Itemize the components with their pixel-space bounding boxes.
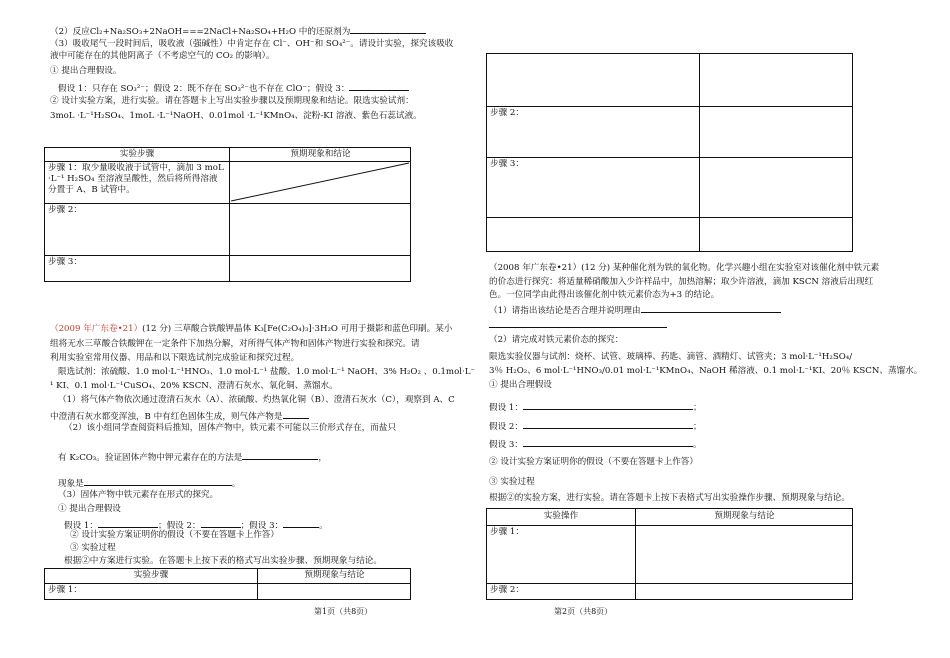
experiment-table-4 bbox=[486, 508, 853, 600]
diagonal-slash bbox=[229, 161, 410, 203]
q1-2008-line: （1）请指出该结论是否合理并说明理由 bbox=[489, 303, 781, 317]
problem-2008-line-1: （2008 年广东卷•21）(12 分) 某种催化剂为铁的氧化物。化学兴趣小组在实验室对该催化剂中铁元素 bbox=[489, 263, 880, 273]
table-cell-step1[interactable]: 步骤 1： bbox=[490, 527, 524, 537]
reagents-2009-line-1: 限选试剂：浓硫酸、1.0 mol·L⁻¹HNO₃、1.0 mol·L⁻¹ 盐酸、1.0 mol·L⁻¹ NaOH、3% H₂O₂ 、0.1mol·L⁻ bbox=[58, 367, 475, 377]
step-propose-hypothesis: ① 提出合理假设。 bbox=[50, 66, 122, 76]
page-footer: 第1页（共8页） bbox=[314, 607, 373, 616]
reagents-2008-line-1: 限选实验仪器与试剂：烧杯、试管、玻璃棒、药匙、滴管、酒精灯、试管夹；3 mol·L⁻¹H₂SO₄/ bbox=[489, 352, 853, 362]
problem-2008-line-3: 色。一位同学由此得出该催化剂中铁元素价态为+3 的结论。 bbox=[489, 290, 720, 300]
hypothesis-2-line: 假设 2： ； bbox=[489, 419, 702, 433]
answer-blank bbox=[350, 24, 426, 34]
table-cell-step1: 步骤 1：取少量吸收液于试管中，滴加 3 moL ·L⁻¹ H₂SO₄ 至溶液呈酸性，然后将所得溶液分置于 A、B 试管中。 bbox=[48, 163, 224, 195]
table-cell-step2[interactable]: 步骤 2： bbox=[490, 108, 524, 118]
q1-2009-line-1: （1）将气体产物依次通过澄清石灰水（A）、浓硫酸、灼热氧化铜（B）、澄清石灰水（C），观察到 A、C bbox=[58, 395, 455, 405]
q3-2009-hypotheses: 假设 1： ；假设 2： ；假设 3： 。 bbox=[64, 518, 328, 532]
answer-blank bbox=[283, 409, 309, 419]
answer-blank bbox=[242, 450, 318, 460]
table-cell-step2[interactable]: 步骤 2： bbox=[48, 205, 82, 215]
step-propose-hypothesis: ① 提出合理假设 bbox=[489, 380, 552, 390]
q3-line-1: （3）吸收尾气一段时间后，吸收液（强碱性）中肯定存在 Cl⁻、OH⁻和 SO₄²⁻。请设计实验，探究该吸收 bbox=[50, 39, 454, 49]
instruction-2008-line: 根据②的实验方案，进行实验。请在答题卡上按下表格式写出实验操作步骤、预期现象与结论。 bbox=[489, 493, 850, 503]
q1-2009-line-2: 中澄清石灰水都变浑浊，B 中有红色固体生成，则气体产物是 bbox=[50, 409, 309, 423]
table-cell-step3[interactable]: 步骤 3： bbox=[48, 257, 82, 267]
table-header-steps: 实验步骤 bbox=[119, 149, 155, 159]
answer-blank bbox=[84, 476, 232, 486]
q1-2008-blank-line bbox=[489, 318, 667, 332]
problem-2009-line-1: （2009 年广东卷•21）(12 分) 三草酸合铁酸钾晶体 K₃[Fe(C₂O₄)₃]·3H₂O 可用于摄影和蓝色印刷。某小 bbox=[50, 324, 453, 334]
q2-line: （2）反应Cl₂+Na₂SO₃+2NaOH===2NaCl+Na₂SO₄+H₂O 中的还原剂为 bbox=[50, 24, 426, 38]
table-header-operation: 实验操作 bbox=[543, 511, 579, 521]
q2-2009-line-2: 有 K₂CO₃。验证固体产物中钾元素存在的方法是 ， bbox=[58, 450, 327, 464]
q3-2009-design: ② 设计实验方案证明你的假设（不要在答题卡上作答） bbox=[70, 530, 279, 540]
experiment-table-1 bbox=[44, 147, 411, 282]
q3-line-2: 液中可能存在的其他阴离子（不考虑空气的 CO₂ 的影响）。 bbox=[50, 51, 275, 61]
table-cell-step3[interactable]: 步骤 3： bbox=[490, 159, 524, 169]
problem-2008-line-2: 的价态进行探究：将适量稀硝酸加入少许样品中，加热溶解；取少许溶液，滴加 KSCN 溶液后出现红 bbox=[489, 277, 874, 287]
q3-2009-instruction: 根据②中方案进行实验。在答题卡上按下表的格式写出实验步骤、预期现象与结论。 bbox=[64, 556, 382, 566]
reagents-2009-line-2: ¹ KI、0.1 mol·L⁻¹CuSO₄、20% KSCN、澄清石灰水、氧化铜、蒸馏水。 bbox=[50, 381, 338, 391]
reagents-2008-line-2: 3％ H₂O₂、6 mol·L⁻¹HNO₃/0.01 mol·L⁻¹KMnO₄、NaOH 稀溶液、0.1 mol·L⁻¹KI、20％ KSCN、蒸馏水。 bbox=[489, 366, 923, 376]
design-2008-line: ② 设计实验方案证明你的假设（不要在答题卡上作答） bbox=[489, 457, 698, 467]
q2-2009-phenomenon: 现象是 。 bbox=[58, 476, 240, 490]
problem-2009-line-2: 组将无水三草酸合铁酸钾在一定条件下加热分解，对所得气体产物和固体产物进行实验和探究。请 bbox=[50, 339, 420, 349]
design-experiment-line: ② 设计实验方案，进行实验。请在答题卡上写出实验步骤以及预期现象和结论。限选实验试剂： bbox=[50, 96, 414, 106]
source-tag: （2009 年广东卷•21） bbox=[50, 324, 143, 334]
table-header-results: 预期现象与结论 bbox=[304, 570, 365, 580]
answer-blank bbox=[349, 81, 409, 91]
hypothesis-3-line: 假设 3： 。 bbox=[489, 437, 702, 451]
reagents-line: 3moL ·L⁻¹H₂SO₄、1moL ·L⁻¹NaOH、0.01mol ·L⁻¹KMnO₄、淀粉-KI 溶液、紫色石蕊试液。 bbox=[50, 111, 422, 121]
table-cell-step1[interactable]: 步骤 1： bbox=[48, 585, 82, 595]
answer-blank bbox=[641, 303, 781, 313]
q3-2009-propose: ① 提出合理假设 bbox=[58, 504, 121, 514]
q3-2009-line: （3）固体产物中铁元素存在形式的探究。 bbox=[58, 490, 219, 500]
table-header-results: 预期现象与结论 bbox=[714, 511, 775, 521]
hypothesis-line: 假设 1：只存在 SO₃²⁻；假设 2：既不存在 SO₃²⁻也不存在 ClO⁻；假设 3： bbox=[58, 81, 409, 95]
experiment-table-2 bbox=[44, 568, 411, 600]
answer-blank bbox=[489, 318, 667, 328]
process-2008-line: ③ 实验过程 bbox=[489, 477, 535, 487]
table-cell-step2[interactable]: 步骤 2： bbox=[490, 585, 524, 595]
table-header-steps: 实验步骤 bbox=[133, 570, 169, 580]
table-header-results: 预期现象和结论 bbox=[290, 149, 351, 159]
problem-2009-line-3: 利用实验室常用仪器、用品和以下限选试剂完成验证和探究过程。 bbox=[50, 353, 300, 363]
q3-2009-process: ③ 实验过程 bbox=[70, 543, 116, 553]
q2-2008-line: （2）请完成对铁元素价态的探究： bbox=[489, 335, 624, 345]
q2-2009-line-1: （2）该小组同学查阅资料后推知，固体产物中，铁元素不可能以三价形式存在，而盐只 bbox=[64, 423, 397, 433]
experiment-table-3 bbox=[486, 53, 853, 252]
page-footer: 第2页（共8页） bbox=[554, 607, 613, 616]
hypothesis-1-line: 假设 1： ； bbox=[489, 400, 702, 414]
